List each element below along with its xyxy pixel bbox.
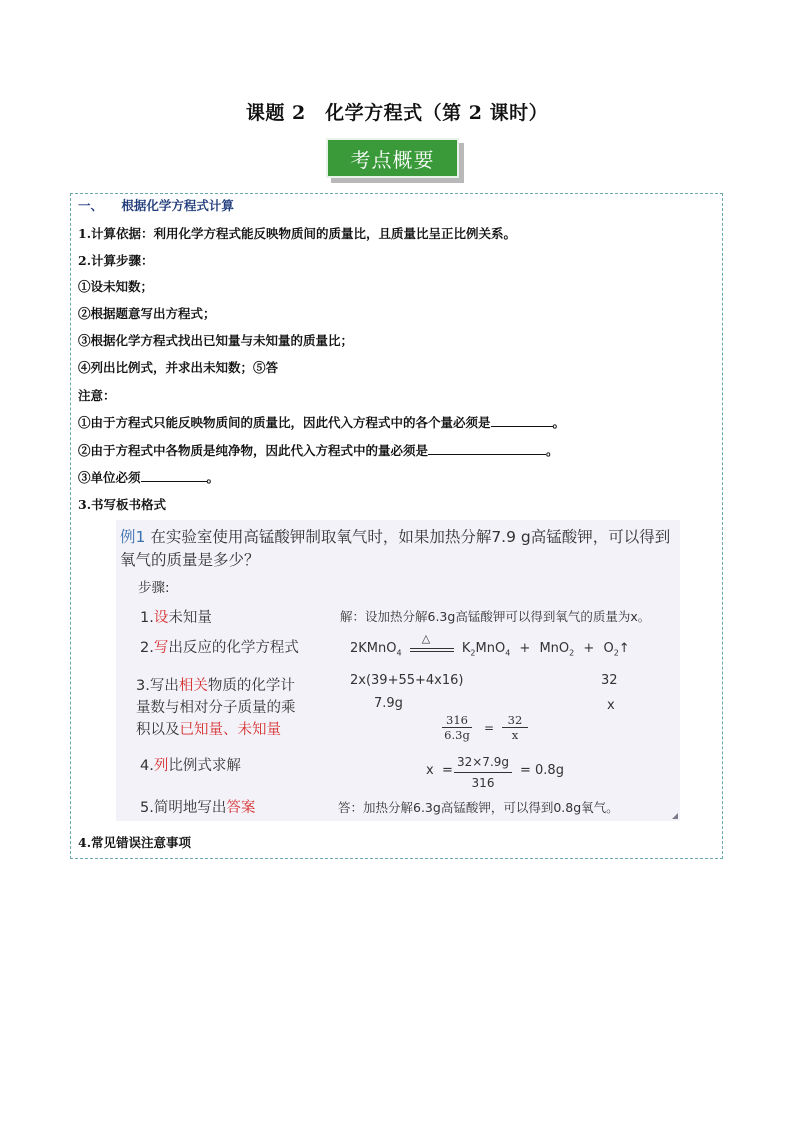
mass-calc: 2x(39+55+4x16) <box>350 673 464 688</box>
reactant: 2KMnO <box>350 641 397 656</box>
reactant-sub: 4 <box>396 648 402 658</box>
note-2-text: ②由于方程式中各物质是纯净物，因此代入方程式中的量必须是 <box>78 443 429 458</box>
item-3: 3.书写板书格式 <box>78 497 167 512</box>
section-heading <box>78 196 234 214</box>
solve-x-den: 316 <box>454 772 512 793</box>
chemical-equation <box>350 631 630 658</box>
step-4-text: 比例式求解 <box>168 758 241 774</box>
note-3-end: 。 <box>206 470 220 485</box>
page-title: 课题 2 化学方程式（第 2 课时） <box>245 102 549 124</box>
step-3-text-a: 物质的化学计 <box>207 678 295 694</box>
plus-2: + <box>583 641 595 656</box>
badge-label: 考点概要 <box>326 138 459 178</box>
step-label-2 <box>140 636 299 657</box>
reaction-arrow <box>410 631 454 656</box>
step-label-1 <box>140 606 212 627</box>
item-4: 4.常见错误注意事项 <box>78 835 192 850</box>
example-question-text: 在实验室使用高锰酸钾制取氧气时，如果加热分解7.9 g高锰酸钾，可以得到氧气的质量是多少？ <box>120 528 671 569</box>
product-2-sub: 2 <box>569 648 575 658</box>
step-5-text: 5.简明地写出 <box>140 800 227 816</box>
product-1-sub1: 2 <box>470 648 476 658</box>
step-4: ④列出比例式，并求出未知数；⑤答 <box>78 360 279 375</box>
step-label-4 <box>140 754 241 775</box>
known-mass: 7.9g <box>374 696 403 711</box>
product-2: MnO <box>539 641 570 656</box>
item-1: 1.计算依据：利用化学方程式能反映物质间的质量比，且质量比呈正比例关系。 <box>78 226 517 241</box>
example-board <box>116 520 680 821</box>
item-2: 2.计算步骤： <box>78 253 154 268</box>
note-2 <box>78 441 559 459</box>
solve-x-fraction <box>454 752 512 793</box>
example-tag: 例1 <box>120 528 146 546</box>
product-3: O <box>603 641 614 656</box>
step-3-highlight-a: 相关 <box>178 678 208 694</box>
ratio-num-1: 316 <box>446 713 468 727</box>
step-3-text-b: 量数与相对分子质量的乘 <box>136 700 296 716</box>
note-1-blank[interactable] <box>491 413 553 427</box>
arrow-line-top <box>410 648 454 649</box>
heat-condition-icon: △ <box>421 631 431 645</box>
plus-1: + <box>519 641 531 656</box>
ratio-left <box>442 713 472 742</box>
ratio-den-2: x <box>502 727 528 742</box>
example-question <box>120 526 676 572</box>
solve-x-equals: = <box>442 763 453 778</box>
step-2-text: 出反应的化学方程式 <box>168 640 299 656</box>
solve-statement: 解：设加热分解6.3g高锰酸钾可以得到氧气的质量为x。 <box>340 609 651 624</box>
step-4-prefix: 4. <box>140 758 154 774</box>
solve-x-lhs: x <box>426 763 434 778</box>
note-2-blank[interactable] <box>428 441 546 455</box>
section-title: 根据化学方程式计算 <box>121 198 234 213</box>
step-3-prefix: 3.写出 <box>136 678 179 694</box>
step-5-highlight: 答案 <box>226 800 256 816</box>
answer-statement: 答：加热分解6.3g高锰酸钾，可以得到0.8g氧气。 <box>338 800 619 815</box>
corner-marker-icon <box>672 813 678 819</box>
step-1-highlight: 设 <box>153 610 169 626</box>
ratio-right <box>502 713 528 742</box>
step-2-prefix: 2. <box>140 640 154 656</box>
step-4-highlight: 列 <box>153 758 169 774</box>
unknown-mass: x <box>607 698 615 713</box>
product-1-b: MnO <box>475 641 506 656</box>
steps-label: 步骤: <box>138 580 170 596</box>
section-number: 一、 <box>78 198 104 213</box>
step-1-prefix: 1. <box>140 610 154 626</box>
note-label: 注意： <box>78 388 116 403</box>
mass-o2: 32 <box>601 673 618 688</box>
note-1-end: 。 <box>552 415 566 430</box>
product-3-sub: 2 <box>613 648 619 658</box>
section-badge <box>326 138 462 182</box>
step-2-highlight: 写 <box>153 640 169 656</box>
arrow-line-bottom <box>410 651 454 652</box>
product-1-sub2: 4 <box>505 648 511 658</box>
step-1-text: 未知量 <box>168 610 212 626</box>
step-3: ③根据化学方程式找出已知量与未知量的质量比； <box>78 333 354 348</box>
note-1-text: ①由于方程式只能反映物质间的质量比，因此代入方程式中的各个量必须是 <box>78 415 491 430</box>
step-label-5 <box>140 796 255 817</box>
note-3 <box>78 468 219 486</box>
note-3-text: ③单位必须 <box>78 470 141 485</box>
step-3-prefix-c: 积以及 <box>136 722 180 738</box>
step-1: ①设未知数； <box>78 279 154 294</box>
note-2-end: 。 <box>546 443 559 458</box>
note-1 <box>78 413 565 431</box>
product-1-a: K <box>461 641 471 656</box>
gas-arrow-icon: ↑ <box>618 641 630 656</box>
ratio-den-1: 6.3g <box>442 727 472 742</box>
solve-x-result: = 0.8g <box>520 763 564 778</box>
note-3-blank[interactable] <box>141 468 207 482</box>
step-2: ②根据题意写出方程式； <box>78 306 216 321</box>
solve-x-num: 32×7.9g <box>456 755 510 769</box>
ratio-num-2: 32 <box>507 713 523 727</box>
step-3-highlight-c: 已知量、未知量 <box>179 722 281 738</box>
ratio-equals: = <box>484 721 495 735</box>
step-label-3 <box>136 675 296 741</box>
